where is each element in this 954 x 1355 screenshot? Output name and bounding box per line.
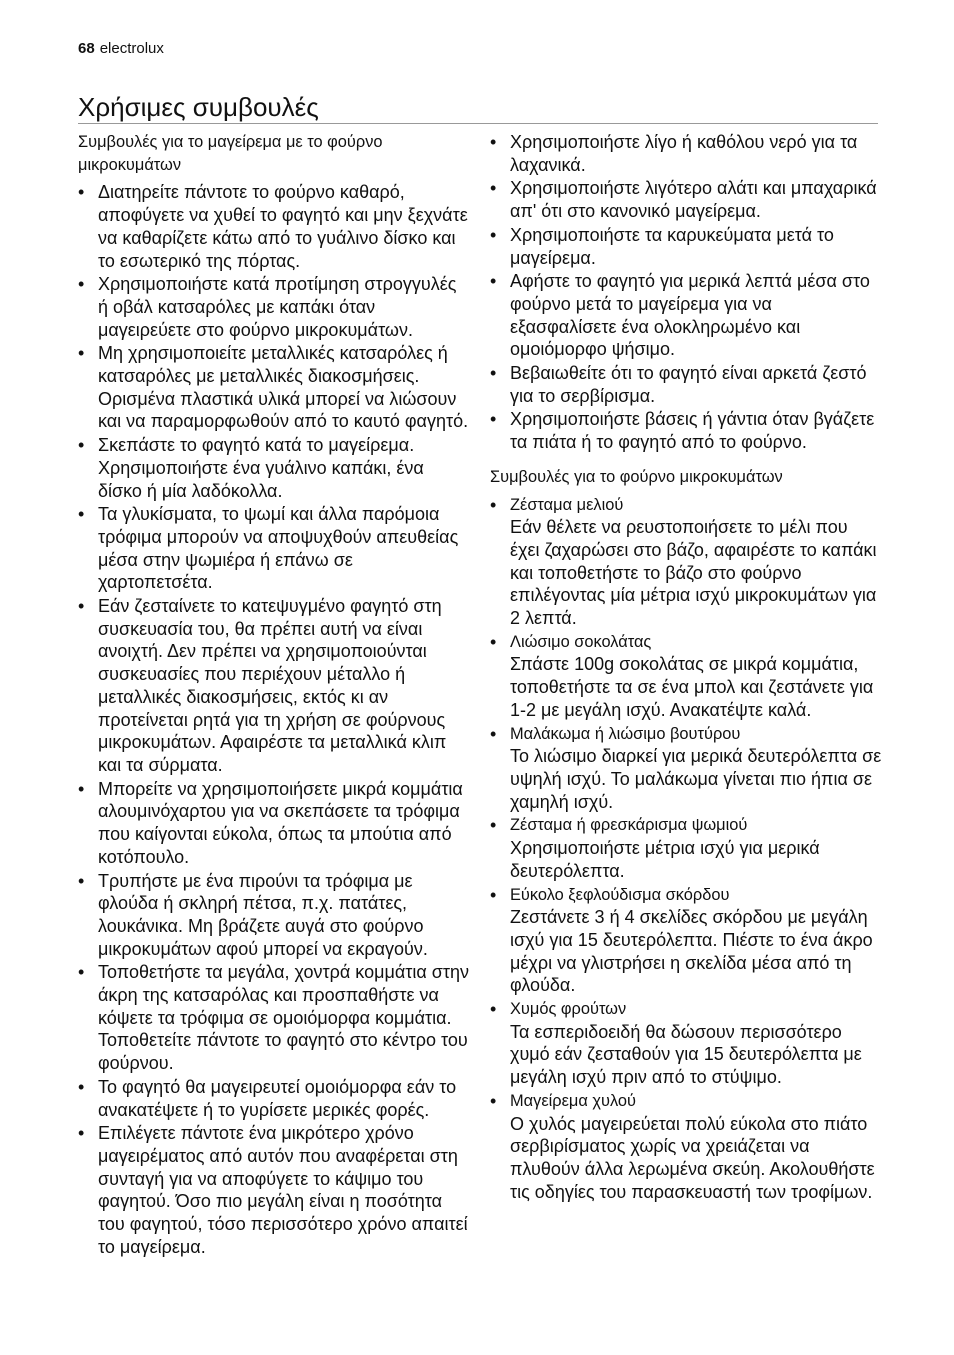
bullet-marker: • — [490, 178, 497, 199]
brand-name: electrolux — [99, 40, 164, 57]
right-column — [490, 131, 882, 1204]
bullet-marker: • — [490, 271, 497, 292]
cooking-tip-text: Τοποθετήστε τα μεγάλα, χοντρά κομμάτια στην άκρη της κατσαρόλας και προσπαθήστε να κόψετε τα τρόφιμα σε ομοιόμορφα κομμάτια. Τοποθετείτε πάντοτε το φαγητό στο κέντρο του φούρνου. — [98, 962, 469, 1074]
cooking-tip-text: Βεβαιωθείτε ότι το φαγητό είναι αρκετά ζεστό για το σερβίρισμα. — [510, 363, 867, 406]
oven-tip-text: Ζεστάνετε 3 ή 4 σκελίδες σκόρδου με μεγάλη ισχύ για 15 δευτερόλεπτα. Πιέστε το ένα άκρο μέχρι να γλιστρήσει η σκελίδα μέσα από τη φλούδα. — [510, 907, 873, 996]
oven-tip-item — [490, 884, 882, 998]
oven-tip-item — [490, 631, 882, 722]
cooking-tip-item — [490, 362, 882, 407]
cooking-tip-text: Μη χρησιμοποιείτε μεταλλικές κατσαρόλες ή κατσαρόλες με μεταλλικές διακοσμήσεις. Ορισμένα πλαστικά υλικά μπορεί να λιώσουν και να παραμορφωθούν από το καυτό φαγητό. — [98, 343, 469, 432]
cooking-tips-list — [78, 181, 470, 1258]
bullet-marker: • — [490, 494, 497, 515]
cooking-tip-item — [78, 1122, 470, 1258]
bullet-marker: • — [78, 596, 85, 617]
cooking-tip-text: Τρυπήστε με ένα πιρούνι τα τρόφιμα με φλούδα ή σκληρή πέτσα, π.χ. πατάτες, λουκάνικα. Μη βράζετε αυγά στο φούρνο μικροκυμάτων αφού μπορεί να εκραγούν. — [98, 870, 428, 959]
bullet-marker: • — [78, 274, 85, 295]
cooking-tip-text: Χρησιμοποιήστε λίγο ή καθόλου νερό για τα λαχανικά. — [510, 132, 858, 175]
cooking-tip-item — [490, 270, 882, 361]
cooking-tip-item — [78, 870, 470, 961]
bullet-marker: • — [78, 343, 85, 364]
cooking-tip-item — [78, 595, 470, 777]
oven-tips-list — [490, 494, 882, 1204]
bullet-marker: • — [490, 224, 497, 245]
bullet-marker: • — [490, 631, 497, 652]
cooking-tip-item — [78, 778, 470, 869]
oven-tip-title: Ζέσταμα μελιού — [510, 495, 624, 514]
cooking-tip-item — [490, 131, 882, 176]
cooking-tip-item — [490, 224, 882, 269]
cooking-tip-item — [78, 434, 470, 502]
cooking-tip-text: Το φαγητό θα μαγειρευτεί ομοιόμορφα εάν το ανακατέψετε ή το γυρίσετε μερικές φορές. — [98, 1076, 457, 1120]
oven-tip-item — [490, 814, 882, 882]
cooking-tip-item — [490, 408, 882, 453]
oven-tip-title: Μαλάκωμα ή λιώσιμο βουτύρου — [510, 724, 741, 743]
page-number: 68 — [78, 40, 95, 57]
cooking-tip-text: Εάν ζεσταίνετε το κατεψυγμένο φαγητό στη συσκευασία του, θα πρέπει αυτή να είναι ανοιχτή. Δεν πρέπει να χρησιμοποιούνται συσκευασίες που περιέχουν μέταλλο ή μεταλλικές διακοσμήσεις, εκτός κι αν προτείνεται ρητά για τη χρήση σε φούρνους μικροκυμάτων. Αφαιρέστε τα μεταλλικά κλιπ και τα σύρματα. — [98, 596, 447, 775]
oven-tip-text: Εάν θέλετε να ρευστοποιήσετε το μέλι που έχει ζαχαρώσει στο βάζο, αφαιρέστε το καπάκι και τοποθετήστε το βάζο στο φούρνο επιλέγοντας μία μέτρια ισχύ μικροκυμάτων για 2 λεπτά. — [510, 517, 877, 629]
bullet-marker: • — [78, 870, 85, 891]
oven-tip-title: Χυμός φρούτων — [510, 1000, 627, 1019]
cooking-tip-text: Μπορείτε να χρησιμοποιήσετε μικρά κομμάτια αλουμινόχαρτου για να σκεπάσετε τα τρόφιμα που καίγονται εύκολα, όπως τα μπούτια από κοτόπουλο. — [98, 778, 463, 867]
cooking-tip-text: Χρησιμοποιήστε κατά προτίμηση στρογγυλές ή οβάλ κατσαρόλες με καπάκι όταν μαγειρεύετε στο φούρνο μικροκυμάτων. — [98, 274, 457, 340]
left-column — [78, 131, 470, 1259]
bullet-marker: • — [490, 884, 497, 905]
cooking-tip-text: Σκεπάστε το φαγητό κατά το μαγείρεμα. Χρησιμοποιήστε ένα γυάλινο καπάκι, ένα δίσκο ή μία λαδόκολλα. — [98, 435, 424, 501]
bullet-marker: • — [78, 435, 85, 456]
cooking-tip-item — [78, 961, 470, 1075]
oven-tip-title: Εύκολο ξεφλούδισμα σκόρδου — [510, 885, 730, 904]
cooking-tip-item — [78, 342, 470, 433]
bullet-marker: • — [78, 778, 85, 799]
cooking-tip-item — [490, 177, 882, 222]
bullet-marker: • — [490, 1090, 497, 1111]
bullet-marker: • — [78, 962, 85, 983]
bullet-marker: • — [490, 363, 497, 384]
oven-tip-text: Χρησιμοποιήστε μέτρια ισχύ για μερικά δευτερόλεπτα. — [510, 838, 820, 881]
cooking-tips-heading: Συμβουλές για το μαγείρεμα με το φούρνο μικροκυμάτων — [78, 133, 383, 174]
page-title: Χρήσιμες συμβουλές — [78, 92, 319, 122]
oven-tip-item — [490, 494, 882, 630]
bullet-marker: • — [78, 1123, 85, 1144]
bullet-marker: • — [490, 723, 497, 744]
oven-tip-title: Μαγείρεμα χυλού — [510, 1091, 636, 1110]
oven-tip-title: Λιώσιμο σοκολάτας — [510, 632, 652, 651]
oven-tip-text: Σπάστε 100g σοκολάτας σε μικρά κομμάτια, τοποθετήστε τα σε ένα μπολ και ζεστάνετε για 1-2 με μεγάλη ισχύ. Ανακατέψτε καλά. — [510, 654, 874, 720]
bullet-marker: • — [490, 815, 497, 836]
cooking-tip-text: Διατηρείτε πάντοτε το φούρνο καθαρό, αποφύγετε να χυθεί το φαγητό και μην ξεχνάτε να καθαρίζετε κάτω από το γυάλινο δίσκο και το εσωτερικό της πόρτας. — [98, 182, 468, 271]
page-header — [78, 40, 164, 57]
oven-tip-text: Ο χυλός μαγειρεύεται πολύ εύκολα στο πιάτο σερβιρίσματος χωρίς να χρειάζεται να πλυθούν άλλα λερωμένα σκεύη. Ακολουθήστε τις οδηγίες του παρασκευαστή των τροφίμων. — [510, 1113, 875, 1202]
cooking-tip-text: Χρησιμοποιήστε τα καρυκεύματα μετά το μαγείρεμα. — [510, 224, 834, 268]
bullet-marker: • — [490, 999, 497, 1020]
oven-tips-heading: Συμβουλές για το φούρνο μικροκυμάτων — [490, 467, 783, 486]
cooking-tips-list-continued — [490, 131, 882, 454]
cooking-tip-text: Επιλέγετε πάντοτε ένα μικρότερο χρόνο μαγειρέματος από αυτόν που αναφέρεται στη συνταγή για να αποφύγετε το κάψιμο του φαγητού. Όσο πιο μεγάλη είναι η ποσότητα του φαγητού, τόσο περισσότερο χρόνο απαιτεί το μαγείρεμα. — [98, 1123, 468, 1257]
cooking-tip-text: Χρησιμοποιήστε βάσεις ή γάντια όταν βγάζετε τα πιάτα ή το φαγητό από το φούρνο. — [510, 409, 875, 453]
oven-tip-item — [490, 998, 882, 1089]
bullet-marker: • — [78, 182, 85, 203]
oven-tip-text: Τα εσπεριδοειδή θα δώσουν περισσότερο χυμό εάν ζεσταθούν για 15 δευτερόλεπτα με μεγάλη ισχύ πριν από το στύψιμο. — [510, 1021, 862, 1088]
cooking-tip-text: Αφήστε το φαγητό για μερικά λεπτά μέσα στο φούρνο μετά το μαγείρεμα για να εξασφαλίσετε ένα ολοκληρωμένο και ομοιόμορφο ψήσιμο. — [510, 271, 870, 360]
oven-tip-item — [490, 723, 882, 814]
oven-tip-title: Ζέσταμα ή φρεσκάρισμα ψωμιού — [510, 816, 748, 835]
cooking-tip-item — [78, 1076, 470, 1121]
title-divider — [78, 123, 878, 124]
bullet-marker: • — [78, 504, 85, 525]
cooking-tip-item — [78, 181, 470, 272]
cooking-tip-text: Τα γλυκίσματα, το ψωμί και άλλα παρόμοια τρόφιμα μπορούν να αποψυχθούν απευθείας μέσα στην ψωμιέρα ή επάνω σε χαρτοπετσέτα. — [98, 504, 459, 593]
cooking-tip-item — [78, 503, 470, 594]
oven-tip-item — [490, 1090, 882, 1204]
oven-tip-text: Το λιώσιμο διαρκεί για μερικά δευτερόλεπτα σε υψηλή ισχύ. Το μαλάκωμα γίνεται πιο ήπια σε χαμηλή ισχύ. — [510, 746, 882, 812]
bullet-marker: • — [490, 409, 497, 430]
cooking-tip-item — [78, 273, 470, 341]
bullet-marker: • — [78, 1076, 85, 1097]
bullet-marker: • — [490, 132, 497, 152]
cooking-tip-text: Χρησιμοποιήστε λιγότερο αλάτι και μπαχαρικά απ' ότι στο κανονικό μαγείρεμα. — [510, 178, 877, 222]
